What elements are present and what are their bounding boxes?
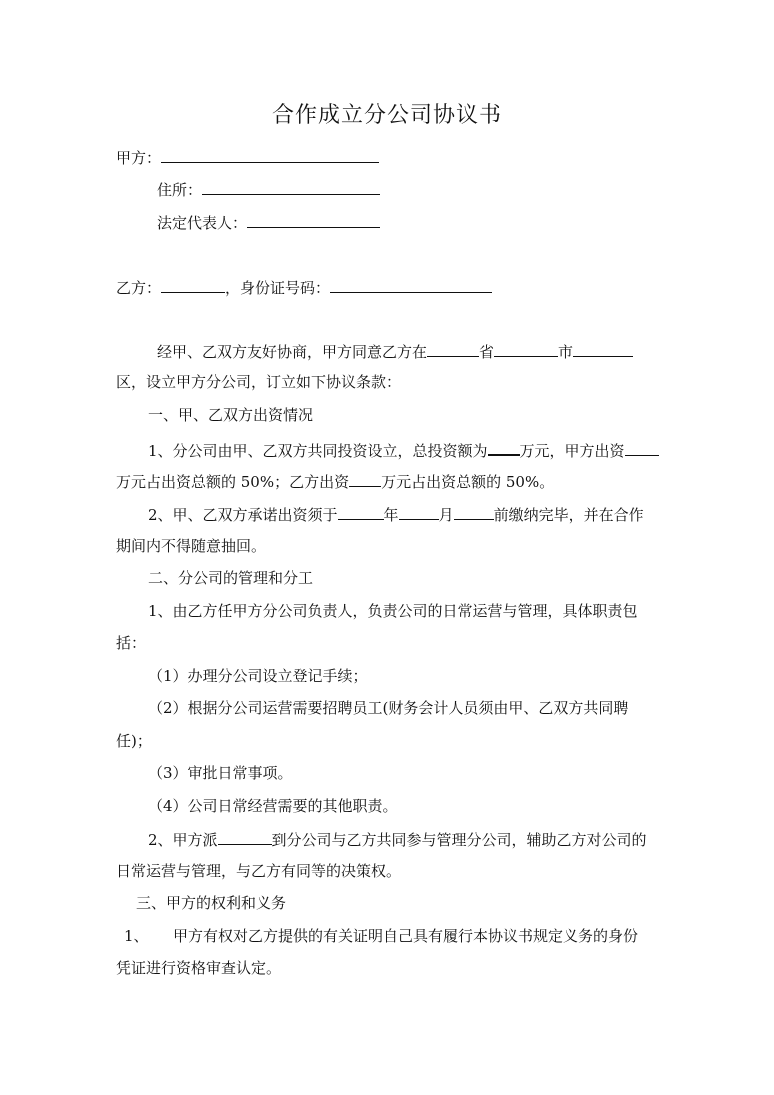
party-a-address-line (157, 178, 380, 200)
party-a-rep-blank (247, 211, 380, 228)
section-1-heading: 一、甲、乙双方出资情况 (148, 406, 314, 424)
party-b-investment-blank (349, 470, 381, 487)
intro-text: 经甲、乙双方友好协商，甲方同意乙方在 (157, 343, 428, 361)
party-b-label: 乙方： (116, 279, 162, 297)
s1-p1-line-2 (116, 470, 554, 492)
party-a-investment-blank (625, 439, 659, 456)
s2-item-3: （3）审批日常事项。 (148, 764, 293, 782)
s2-p1-line-1: 1、由乙方任甲方分公司负责人，负责公司的日常运营与管理，具体职责包 (148, 602, 638, 620)
intro-line-1 (157, 340, 633, 362)
party-b-name-blank (161, 276, 225, 293)
party-a-label: 甲方： (116, 149, 162, 167)
s2-item-2-line-1: （2）根据分公司运营需要招聘员工(财务会计人员须由甲、乙双方共同聘 (148, 699, 629, 717)
s2-item-4: （4）公司日常经营需要的其他职责。 (148, 797, 398, 815)
party-b-id-label: ，身份证号码： (225, 279, 331, 297)
s1-p1-text-d: 万元占出资总额的 50%。 (381, 473, 555, 491)
s2-p2-text-b: 到分公司与乙方共同参与管理分公司，辅助乙方对公司的 (271, 831, 647, 849)
s1-p1-text: 1、分公司由甲、乙双方共同投资设立，总投资额为 (148, 442, 488, 460)
party-a-rep-line (157, 211, 380, 233)
day-blank (454, 503, 494, 520)
s2-p1-line-2: 括： (116, 634, 147, 652)
party-b-id-blank (330, 276, 492, 293)
s1-p1-line-1 (148, 438, 659, 461)
s3-p1-line-2: 凭证进行资格审查认定。 (116, 959, 282, 977)
party-a-blank (161, 146, 379, 163)
month-blank (399, 503, 439, 520)
s2-p2-text: 2、甲方派 (148, 831, 218, 849)
document-title: 合作成立分公司协议书 (271, 103, 502, 128)
year-label: 年 (383, 506, 399, 524)
s1-p2-text: 2、甲、乙双方承诺出资须于 (148, 506, 338, 524)
province-label: 省 (479, 343, 495, 361)
s2-p2-line-1 (148, 828, 647, 850)
s2-item-1: （1）办理分公司设立登记手续； (148, 667, 368, 685)
s1-p1-text-c: 万元占出资总额的 50%；乙方出资 (116, 473, 350, 491)
s1-p2-line-1 (148, 503, 644, 525)
section-3-heading: 三、甲方的权利和义务 (136, 894, 287, 912)
district-blank (573, 340, 633, 357)
province-blank (427, 340, 479, 357)
city-blank (494, 340, 558, 357)
party-b-line (116, 276, 492, 298)
party-a-line (116, 146, 379, 168)
s1-p1-text-b: 万元，甲方出资 (519, 442, 625, 460)
s3-p1-number: 1、 (124, 927, 149, 945)
s2-item-2-line-2: 任)； (116, 732, 152, 750)
month-label: 月 (438, 506, 454, 524)
year-blank (338, 503, 384, 520)
party-a-address-blank (202, 178, 380, 195)
party-a-address-label: 住所： (157, 181, 203, 199)
total-investment-blank (488, 438, 520, 456)
intro-line-2: 区，设立甲方分公司，订立如下协议条款： (116, 373, 402, 391)
s3-p1-line-1: 甲方有权对乙方提供的有关证明自己具有履行本协议书规定义务的身份 (173, 927, 639, 945)
party-a-rep-label: 法定代表人： (157, 214, 248, 232)
s1-p2-line-2: 期间内不得随意抽回。 (116, 537, 267, 555)
city-label: 市 (558, 343, 574, 361)
s2-p2-line-2: 日常运营与管理，与乙方有同等的决策权。 (116, 862, 402, 880)
section-2-heading: 二、分公司的管理和分工 (148, 569, 314, 587)
s1-p2-text-d: 前缴纳完毕，并在合作 (493, 506, 644, 524)
dispatched-person-blank (218, 828, 272, 845)
